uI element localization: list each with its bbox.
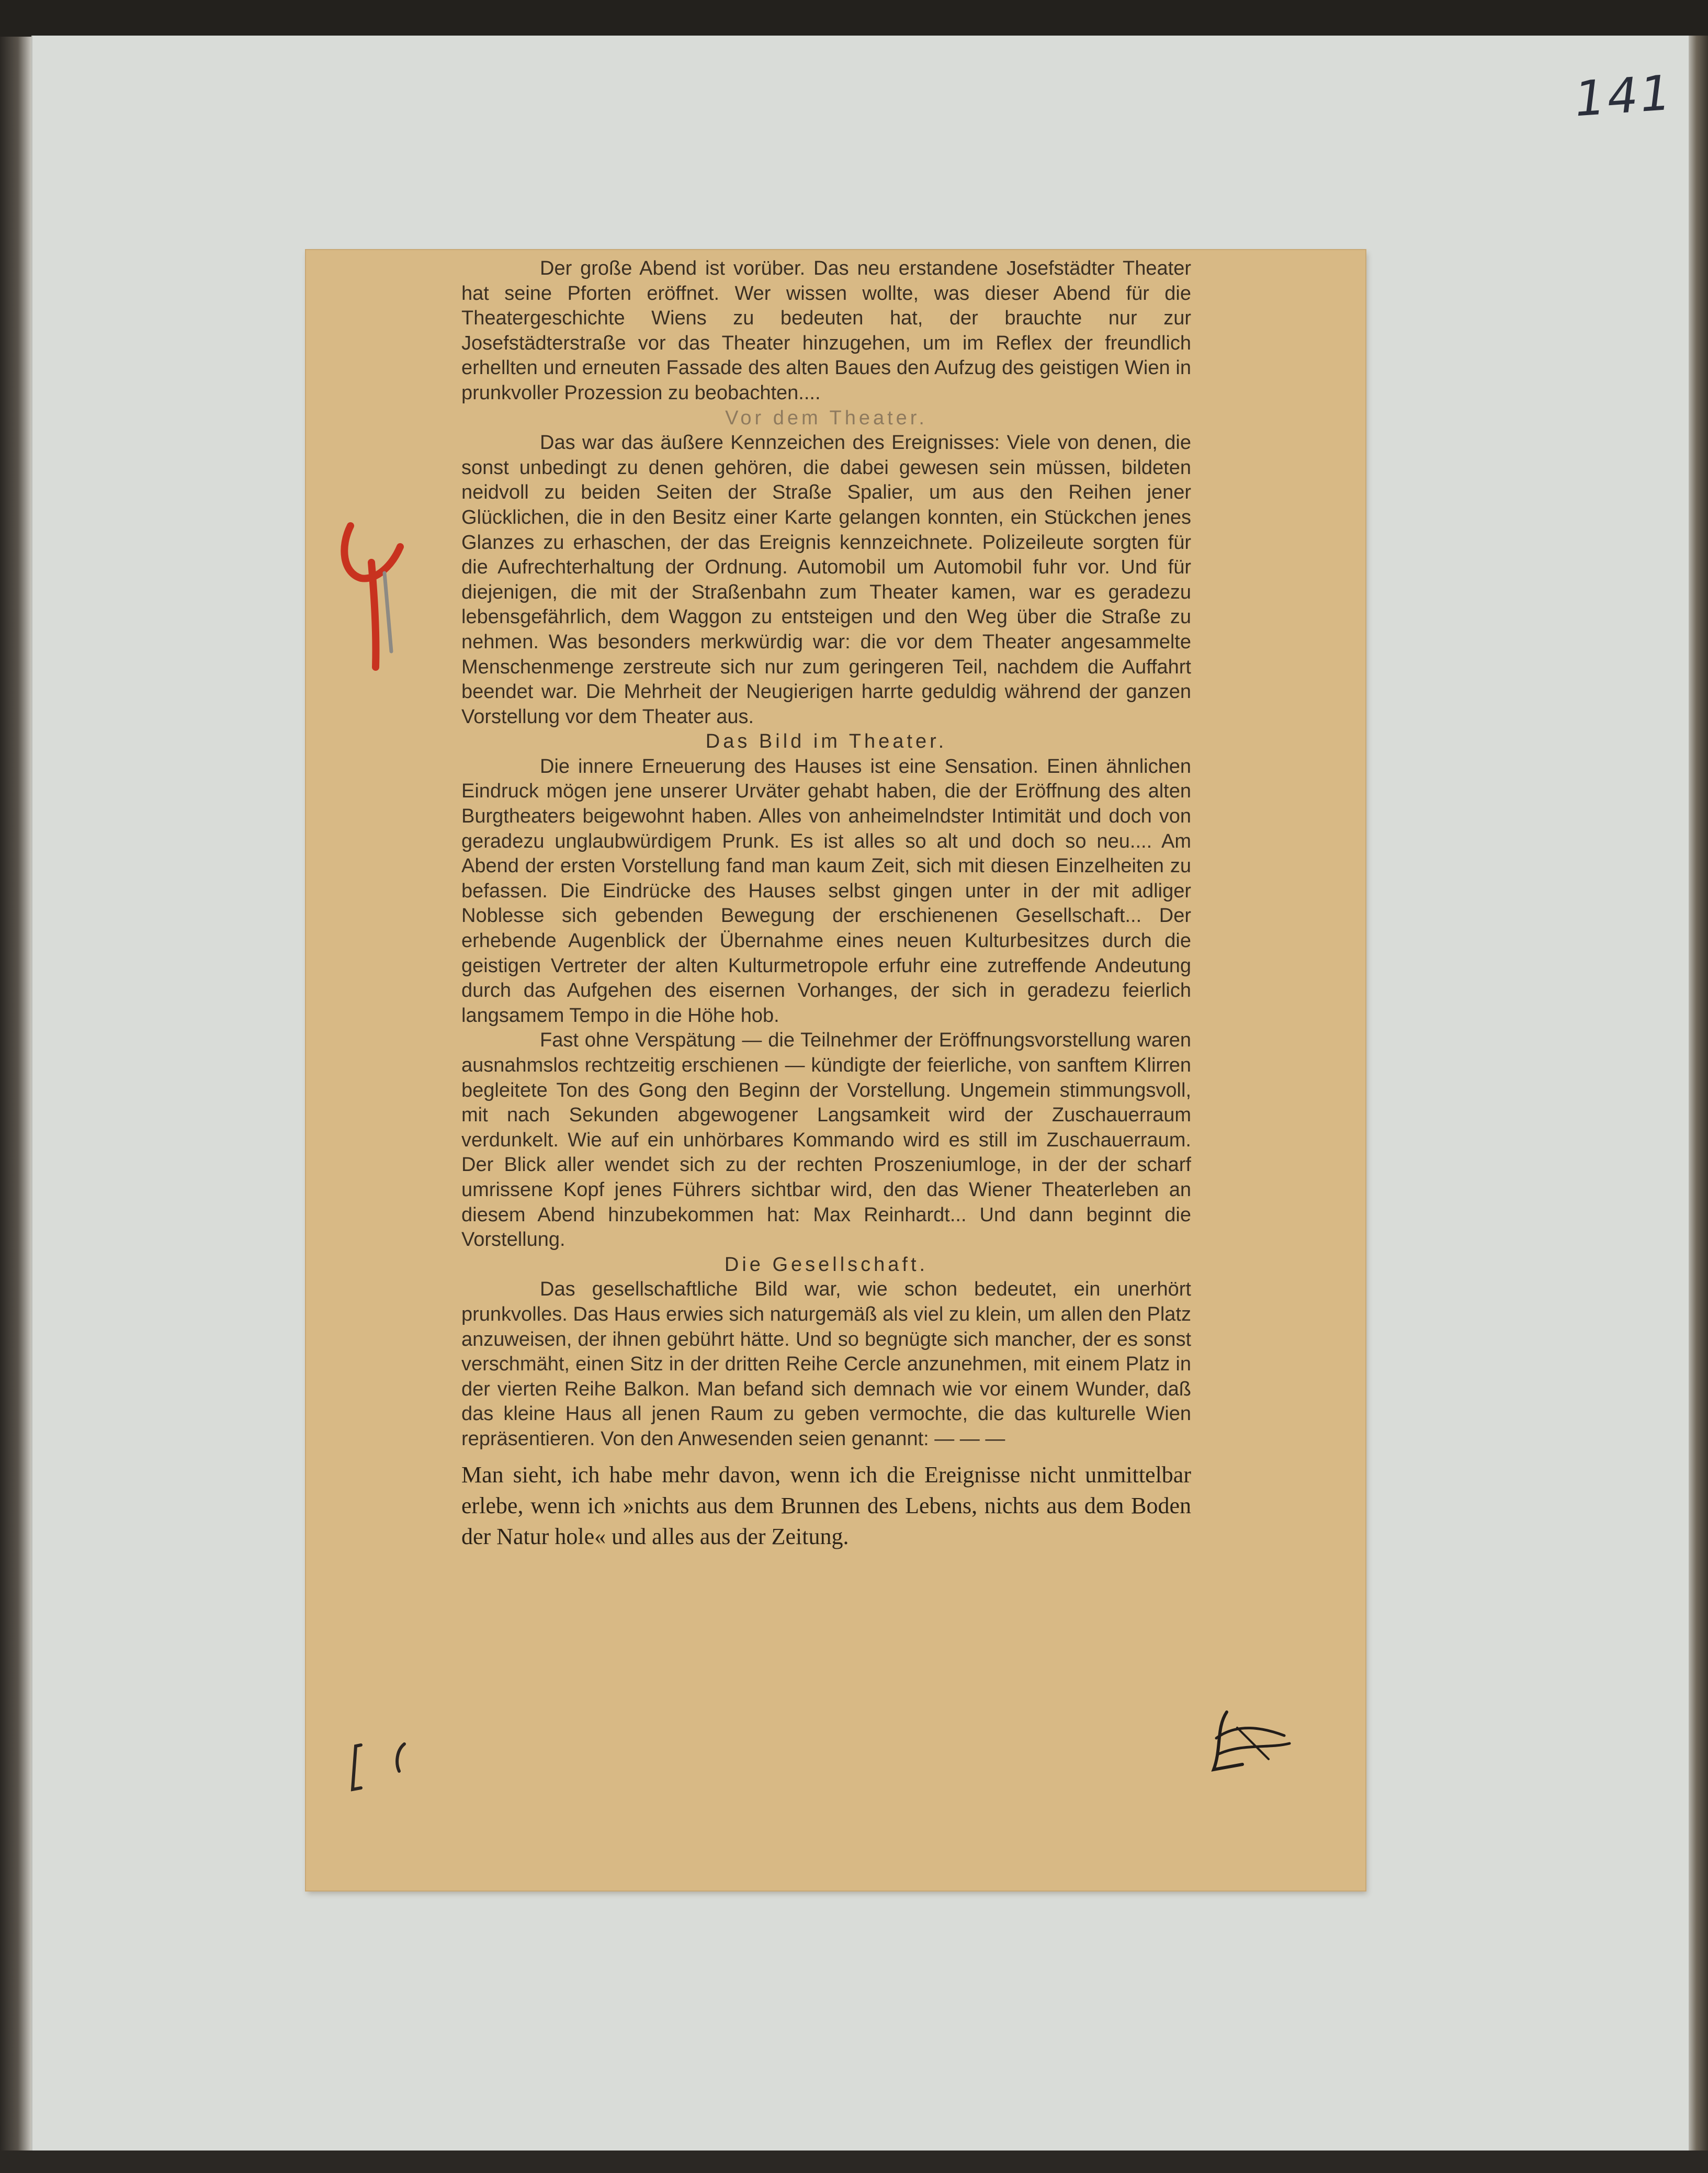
page-number: 141: [1573, 64, 1675, 128]
scanner-top-band: [0, 0, 1708, 37]
paragraph-bild-im-theater: Die innere Erneuerung des Hauses ist eine Sensation. Einen ähnlichen Eindruck mögen jene unserer Urväter gehabt haben, die der Eröffnung des alten Burgtheaters beigewohnt haben. Alles von anheimelndster Intimität und doch von geradezu unglaubwürdigem Prunk. Es ist alles so alt und doch so neu.... Am Abend der ersten Vorstellung fand man kaum Zeit, sich mit diesen Einzelheiten zu befassen. Die Eindrücke des Hauses selbst gingen unter in der mit adliger Noblesse sich gebenden Bewegung der erschienenen Gesellschaft... Der erhebende Augenblick der Übernahme eines neuen Kulturbesitzes durch die geistigen Vertreter der alten Kulturmetropole erfuhr eine zutreffende Andeutung durch das Aufgehen des eisernen Vorhanges, der sich in geradezu feierlich langsamem Tempo in die Höhe hob.: [461, 755, 1191, 1027]
bracket-marks: [349, 1740, 417, 1797]
ink-scribble-mark: [1206, 1707, 1295, 1785]
red-pencil-mark: [335, 515, 408, 672]
paragraph-commentary: Man sieht, ich habe mehr davon, wenn ich die Ereignisse nicht unmittelbar erlebe, wenn ich »nichts aus dem Brunnen des Lebens, nichts aus dem Boden der Natur hole« und alles aus der Zeitung.: [461, 1461, 1191, 1549]
clipping-text: [461, 256, 1191, 1552]
paragraph-intro: Der große Abend ist vorüber. Das neu erstandene Josefstädter Theater hat seine Pforten eröffnet. Wer wissen wollte, was dieser Abend für die Theatergeschichte Wiens zu bedeuten hat, der brauchte nur zur Josefstädterstraße vor das Theater hinzugehen, um im Reflex der freundlich erhellten und erneuten Fassade des alten Baues den Aufzug des geistigen Wien in prunkvoller Prozession zu beobachten....: [461, 257, 1191, 404]
heading-vor-dem-theater: Vor dem Theater.: [725, 407, 927, 429]
heading-bild-im-theater: Das Bild im Theater.: [705, 730, 947, 753]
paragraph-gesellschaft: Das gesellschaftliche Bild war, wie schon bedeutet, ein unerhört prunkvolles. Das Haus erwies sich naturgemäß als viel zu klein, um allen den Platz anzuweisen, der ihnen gebührt hätte. Und so begnügte sich mancher, der es sonst verschmäht, einen Sitz in der dritten Reihe Cercle anzunehmen, mit einem Platz in der vierten Reihe Balkon. Man befand sich demnach wie vor einem Wunder, daß das kleine Haus all jenen Raum zu geben vermochte, die das kulturelle Wien repräsentieren. Von den Anwesenden seien genannt: — — —: [461, 1278, 1191, 1450]
album-spine-left: [0, 37, 32, 2173]
paragraph-vor-dem-theater: Das war das äußere Kennzeichen des Ereignisses: Viele von denen, die sonst unbedingt zu denen gehören, die dabei gewesen sein müssen, bildeten neidvoll zu beiden Seiten der Straße Spalier, um aus den Reihen jener Glücklichen, die in den Besitz einer Karte gelangen konnten, ein Stückchen jenes Glanzes zu erhaschen, der das Ereignis kennzeichnete. Polizeileute sorgten für die Aufrechterhaltung der Ordnung. Automobil um Automobil fuhr vor. Und für diejenigen, die mit der Straßenbahn zum Theater kamen, war es geradezu lebensgefährlich, dem Waggon zu entsteigen und den Weg über die Straße zu nehmen. Was besonders merkwürdig war: die vor dem Theater angesammelte Menschenmenge zerstreute sich nur zum geringeren Teil, nachdem die Auffahrt beendet war. Die Mehrheit der Neugierigen harrte geduldig während der ganzen Vorstellung vor dem Theater aus.: [461, 432, 1191, 728]
scanner-bottom-edge: [0, 2151, 1708, 2173]
album-edge-right: [1689, 36, 1708, 2173]
paragraph-verspaetung: Fast ohne Verspätung — die Teilnehmer der Eröffnungsvorstellung waren ausnahmslos rechtzeitig erschienen — kündigte der feierliche, von sanftem Klirren begleitete Ton des Gong den Beginn der Vorstellung. Ungemein stimmungsvoll, mit nach Sekunden abgewogener Langsamkeit wird der Zuschauerraum verdunkelt. Wie auf ein unhörbares Kommando wird es still im Zuschauerraum. Der Blick aller wendet sich zu der rechten Proszeniumloge, in der der scharf umrissene Kopf jenes Führers sichtbar wird, den das Wiener Theaterleben an diesem Abend hinzubekommen hat: Max Reinhardt... Und dann beginnt die Vorstellung.: [461, 1029, 1191, 1251]
heading-gesellschaft: Die Gesellschaft.: [724, 1253, 929, 1276]
